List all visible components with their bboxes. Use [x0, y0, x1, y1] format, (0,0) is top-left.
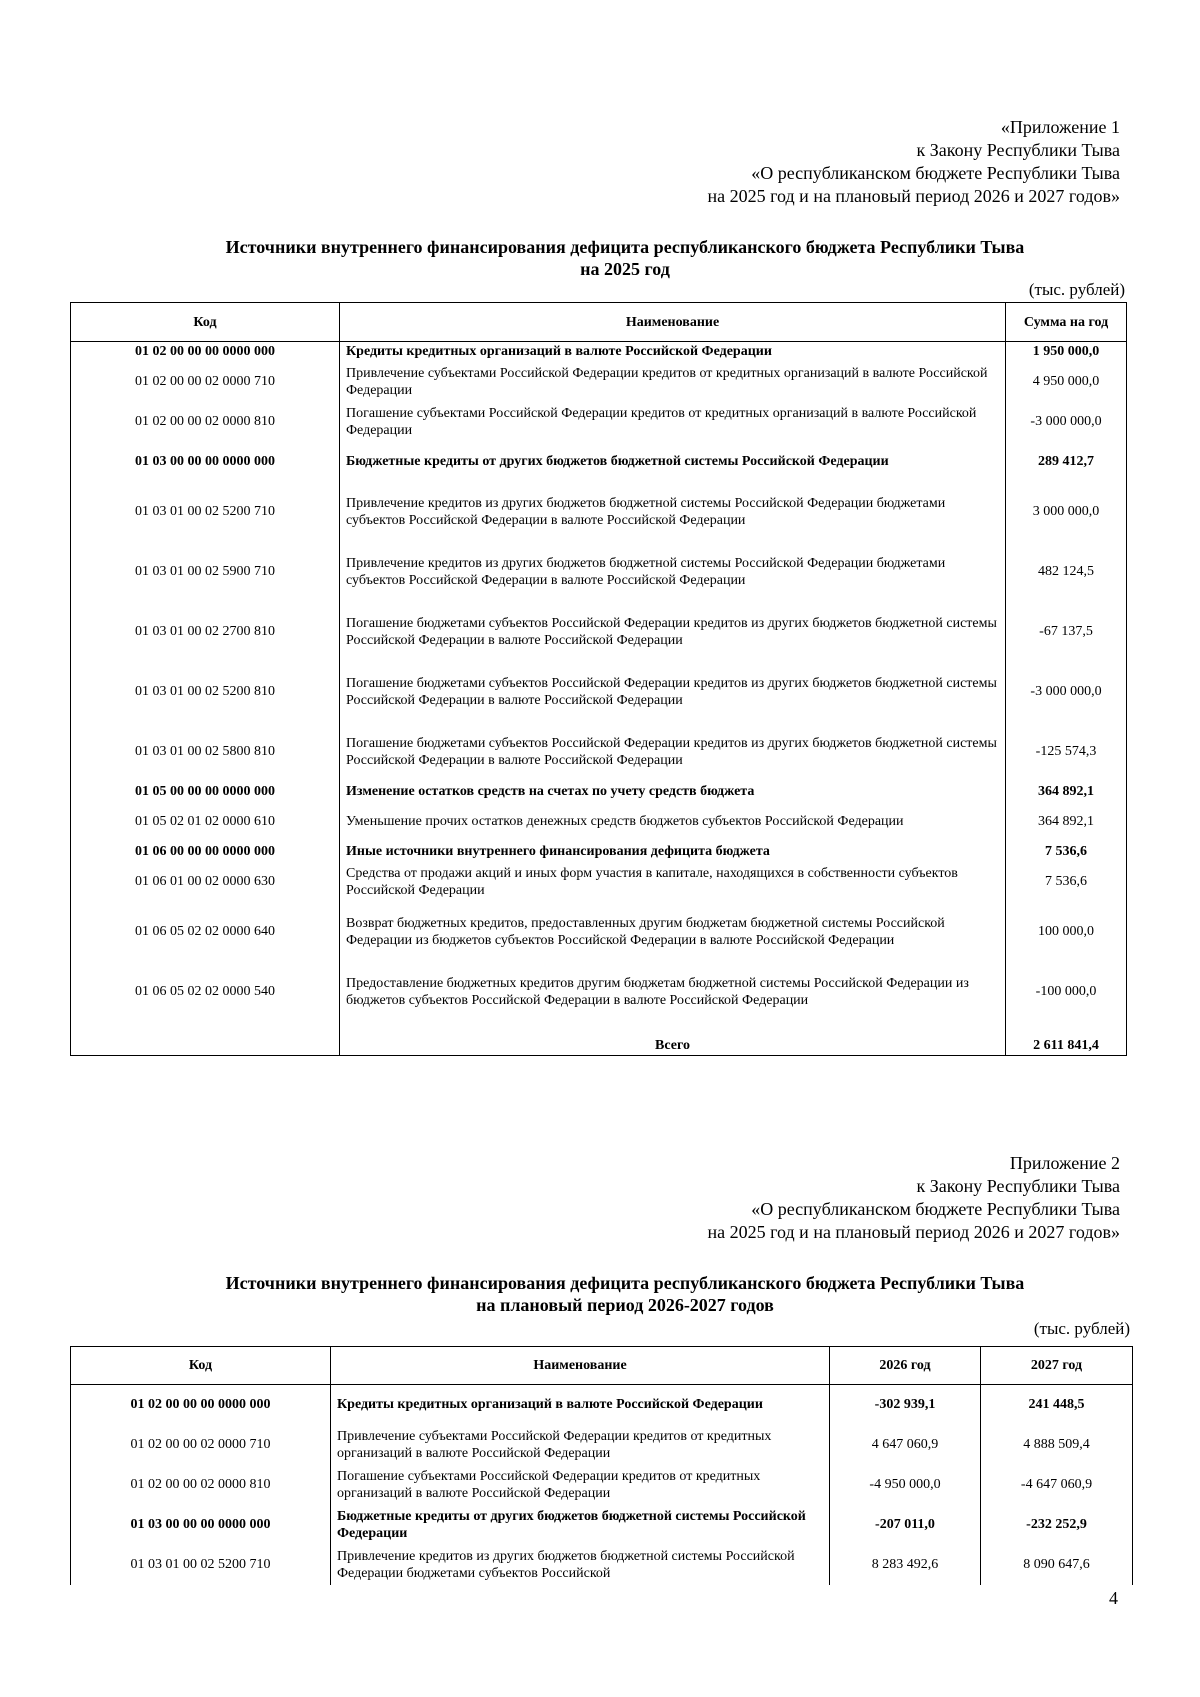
row-name: Привлечение кредитов из других бюджетов бюджетной системы Российской Федерации бюджетами субъектов Российской Федерации в валюте Российской Федерации [340, 542, 1006, 602]
appendix2-table [70, 1346, 1133, 1585]
row-name: Привлечение субъектами Российской Федерации кредитов от кредитных организаций в валюте Российской Федерации [340, 362, 1006, 402]
row-name: Бюджетные кредиты от других бюджетов бюджетной системы Российской Федерации [340, 442, 1006, 482]
row-amount: -3 000 000,0 [1006, 662, 1127, 722]
table-row [71, 602, 1127, 662]
total-row [71, 1022, 1127, 1056]
table-row [71, 862, 1127, 902]
appendix2-line-4: на 2025 год и на плановый период 2026 и 2027 годов» [707, 1222, 1120, 1242]
row-name: Кредиты кредитных организаций в валюте Российской Федерации [331, 1385, 830, 1425]
row-2026: 4 647 060,9 [830, 1425, 981, 1465]
table-row [71, 662, 1127, 722]
row-code: 01 03 01 00 02 5900 710 [71, 542, 340, 602]
column-header-2026: 2026 год [830, 1347, 981, 1385]
row-name: Иные источники внутреннего финансирования дефицита бюджета [340, 842, 1006, 862]
row-code: 01 02 00 00 02 0000 710 [71, 1425, 331, 1465]
row-amount: 100 000,0 [1006, 902, 1127, 962]
table-row [71, 1545, 1133, 1585]
row-code: 01 03 01 00 02 5200 710 [71, 482, 340, 542]
row-code: 01 02 00 00 02 0000 710 [71, 362, 340, 402]
table-row [71, 802, 1127, 842]
table-row [71, 362, 1127, 402]
row-name: Погашение субъектами Российской Федерации кредитов от кредитных организаций в валюте Российской Федерации [331, 1465, 830, 1505]
table-row [71, 1385, 1133, 1425]
column-header-name: Наименование [331, 1347, 830, 1385]
appendix2-header [707, 1152, 1120, 1244]
table-row [71, 542, 1127, 602]
appendix1-title-line-1: Источники внутреннего финансирования дефицита республиканского бюджета Республики Тыва [225, 237, 1025, 257]
row-name: Привлечение кредитов из других бюджетов бюджетной системы Российской Федерации бюджетами субъектов Российской [331, 1545, 830, 1585]
row-code: 01 03 01 00 02 2700 810 [71, 602, 340, 662]
table-row [71, 442, 1127, 482]
row-code: 01 02 00 00 02 0000 810 [71, 1465, 331, 1505]
appendix2-line-1: Приложение 2 [1009, 1153, 1120, 1173]
row-code: 01 02 00 00 02 0000 810 [71, 402, 340, 442]
row-name: Уменьшение прочих остатков денежных средств бюджетов субъектов Российской Федерации [340, 802, 1006, 842]
row-name: Бюджетные кредиты от других бюджетов бюджетной системы Российской Федерации [331, 1505, 830, 1545]
table-row [71, 482, 1127, 542]
row-amount: 4 950 000,0 [1006, 362, 1127, 402]
appendix1-line-2: к Закону Республики Тыва [916, 140, 1120, 160]
appendix2-title [0, 1272, 1200, 1316]
row-amount: -100 000,0 [1006, 962, 1127, 1022]
column-header-amount: Сумма на год [1006, 303, 1127, 342]
column-header-code: Код [71, 303, 340, 342]
row-code: 01 03 01 00 02 5800 810 [71, 722, 340, 782]
row-amount: 1 950 000,0 [1006, 342, 1127, 362]
row-amount: 289 412,7 [1006, 442, 1127, 482]
row-name: Изменение остатков средств на счетах по учету средств бюджета [340, 782, 1006, 802]
row-code: 01 05 00 00 00 0000 000 [71, 782, 340, 802]
row-name: Погашение бюджетами субъектов Российской Федерации кредитов из других бюджетов бюджетной системы Российской Федерации в валюте Российской Федерации [340, 602, 1006, 662]
row-name: Погашение бюджетами субъектов Российской Федерации кредитов из других бюджетов бюджетной системы Российской Федерации в валюте Российской Федерации [340, 662, 1006, 722]
table-row [71, 1465, 1133, 1505]
table-row [71, 722, 1127, 782]
appendix2-line-3: «О республиканском бюджете Республики Тыва [751, 1199, 1120, 1219]
row-amount: 482 124,5 [1006, 542, 1127, 602]
row-amount: 7 536,6 [1006, 862, 1127, 902]
row-code: 01 05 02 01 02 0000 610 [71, 802, 340, 842]
row-code: 01 06 00 00 00 0000 000 [71, 842, 340, 862]
row-2027: -4 647 060,9 [981, 1465, 1133, 1505]
row-amount: 7 536,6 [1006, 842, 1127, 862]
page-number: 4 [1109, 1588, 1118, 1608]
row-name: Погашение субъектами Российской Федерации кредитов от кредитных организаций в валюте Российской Федерации [340, 402, 1006, 442]
row-code: 01 03 01 00 02 5200 810 [71, 662, 340, 722]
row-amount: 364 892,1 [1006, 802, 1127, 842]
appendix1-line-4: на 2025 год и на плановый период 2026 и 2027 годов» [707, 186, 1120, 206]
total-label: Всего [340, 1022, 1006, 1056]
row-2027: 241 448,5 [981, 1385, 1133, 1425]
row-code: 01 06 05 02 02 0000 640 [71, 902, 340, 962]
row-name: Средства от продажи акций и иных форм участия в капитале, находящихся в собственности субъектов Российской Федерации [340, 862, 1006, 902]
table-row [71, 842, 1127, 862]
row-2027: 4 888 509,4 [981, 1425, 1133, 1465]
column-header-code: Код [71, 1347, 331, 1385]
row-code: 01 03 00 00 00 0000 000 [71, 442, 340, 482]
appendix1-units: (тыс. рублей) [1028, 280, 1125, 299]
row-code: 01 06 01 00 02 0000 630 [71, 862, 340, 902]
row-name: Привлечение кредитов из других бюджетов бюджетной системы Российской Федерации бюджетами субъектов Российской Федерации в валюте Российской Федерации [340, 482, 1006, 542]
row-amount: -125 574,3 [1006, 722, 1127, 782]
total-amount: 2 611 841,4 [1006, 1022, 1127, 1056]
row-code: 01 06 05 02 02 0000 540 [71, 962, 340, 1022]
appendix1-line-1: «Приложение 1 [1000, 117, 1120, 137]
row-code: 01 03 00 00 00 0000 000 [71, 1505, 331, 1545]
appendix2-line-2: к Закону Республики Тыва [916, 1176, 1120, 1196]
table-row [71, 402, 1127, 442]
appendix1-title [0, 236, 1200, 280]
row-code: 01 02 00 00 00 0000 000 [71, 342, 340, 362]
row-code: 01 02 00 00 00 0000 000 [71, 1385, 331, 1425]
row-code: 01 03 01 00 02 5200 710 [71, 1545, 331, 1585]
table-row [71, 1425, 1133, 1465]
column-header-2027: 2027 год [981, 1347, 1133, 1385]
row-2026: -302 939,1 [830, 1385, 981, 1425]
row-amount: -67 137,5 [1006, 602, 1127, 662]
row-name: Возврат бюджетных кредитов, предоставленных другим бюджетам бюджетной системы Российской Федерации из бюджетов субъектов Российской Федерации в валюте Российской Федерации [340, 902, 1006, 962]
table-row [71, 342, 1127, 362]
row-name: Погашение бюджетами субъектов Российской Федерации кредитов из других бюджетов бюджетной системы Российской Федерации в валюте Российской Федерации [340, 722, 1006, 782]
row-amount: 3 000 000,0 [1006, 482, 1127, 542]
row-2026: -207 011,0 [830, 1505, 981, 1545]
appendix1-header [707, 116, 1120, 208]
table-row [71, 1505, 1133, 1545]
row-2026: 8 283 492,6 [830, 1545, 981, 1585]
appendix1-line-3: «О республиканском бюджете Республики Тыва [751, 163, 1120, 183]
row-2026: -4 950 000,0 [830, 1465, 981, 1505]
total-code-cell [71, 1022, 340, 1056]
table-row [71, 902, 1127, 962]
row-name: Привлечение субъектами Российской Федерации кредитов от кредитных организаций в валюте Российской Федерации [331, 1425, 830, 1465]
appendix2-units: (тыс. рублей) [1033, 1319, 1130, 1338]
appendix2-title-line-2: на плановый период 2026-2027 годов [476, 1295, 774, 1315]
row-2027: 8 090 647,6 [981, 1545, 1133, 1585]
table-row [71, 782, 1127, 802]
row-amount: -3 000 000,0 [1006, 402, 1127, 442]
appendix2-title-line-1: Источники внутреннего финансирования дефицита республиканского бюджета Республики Тыва [225, 1273, 1025, 1293]
column-header-name: Наименование [340, 303, 1006, 342]
table-row [71, 962, 1127, 1022]
row-name: Предоставление бюджетных кредитов другим бюджетам бюджетной системы Российской Федерации из бюджетов субъектов Российской Федерации в валюте Российской Федерации [340, 962, 1006, 1022]
row-amount: 364 892,1 [1006, 782, 1127, 802]
appendix1-title-line-2: на 2025 год [580, 259, 670, 279]
row-2027: -232 252,9 [981, 1505, 1133, 1545]
appendix1-table [70, 302, 1127, 1056]
row-name: Кредиты кредитных организаций в валюте Российской Федерации [340, 342, 1006, 362]
